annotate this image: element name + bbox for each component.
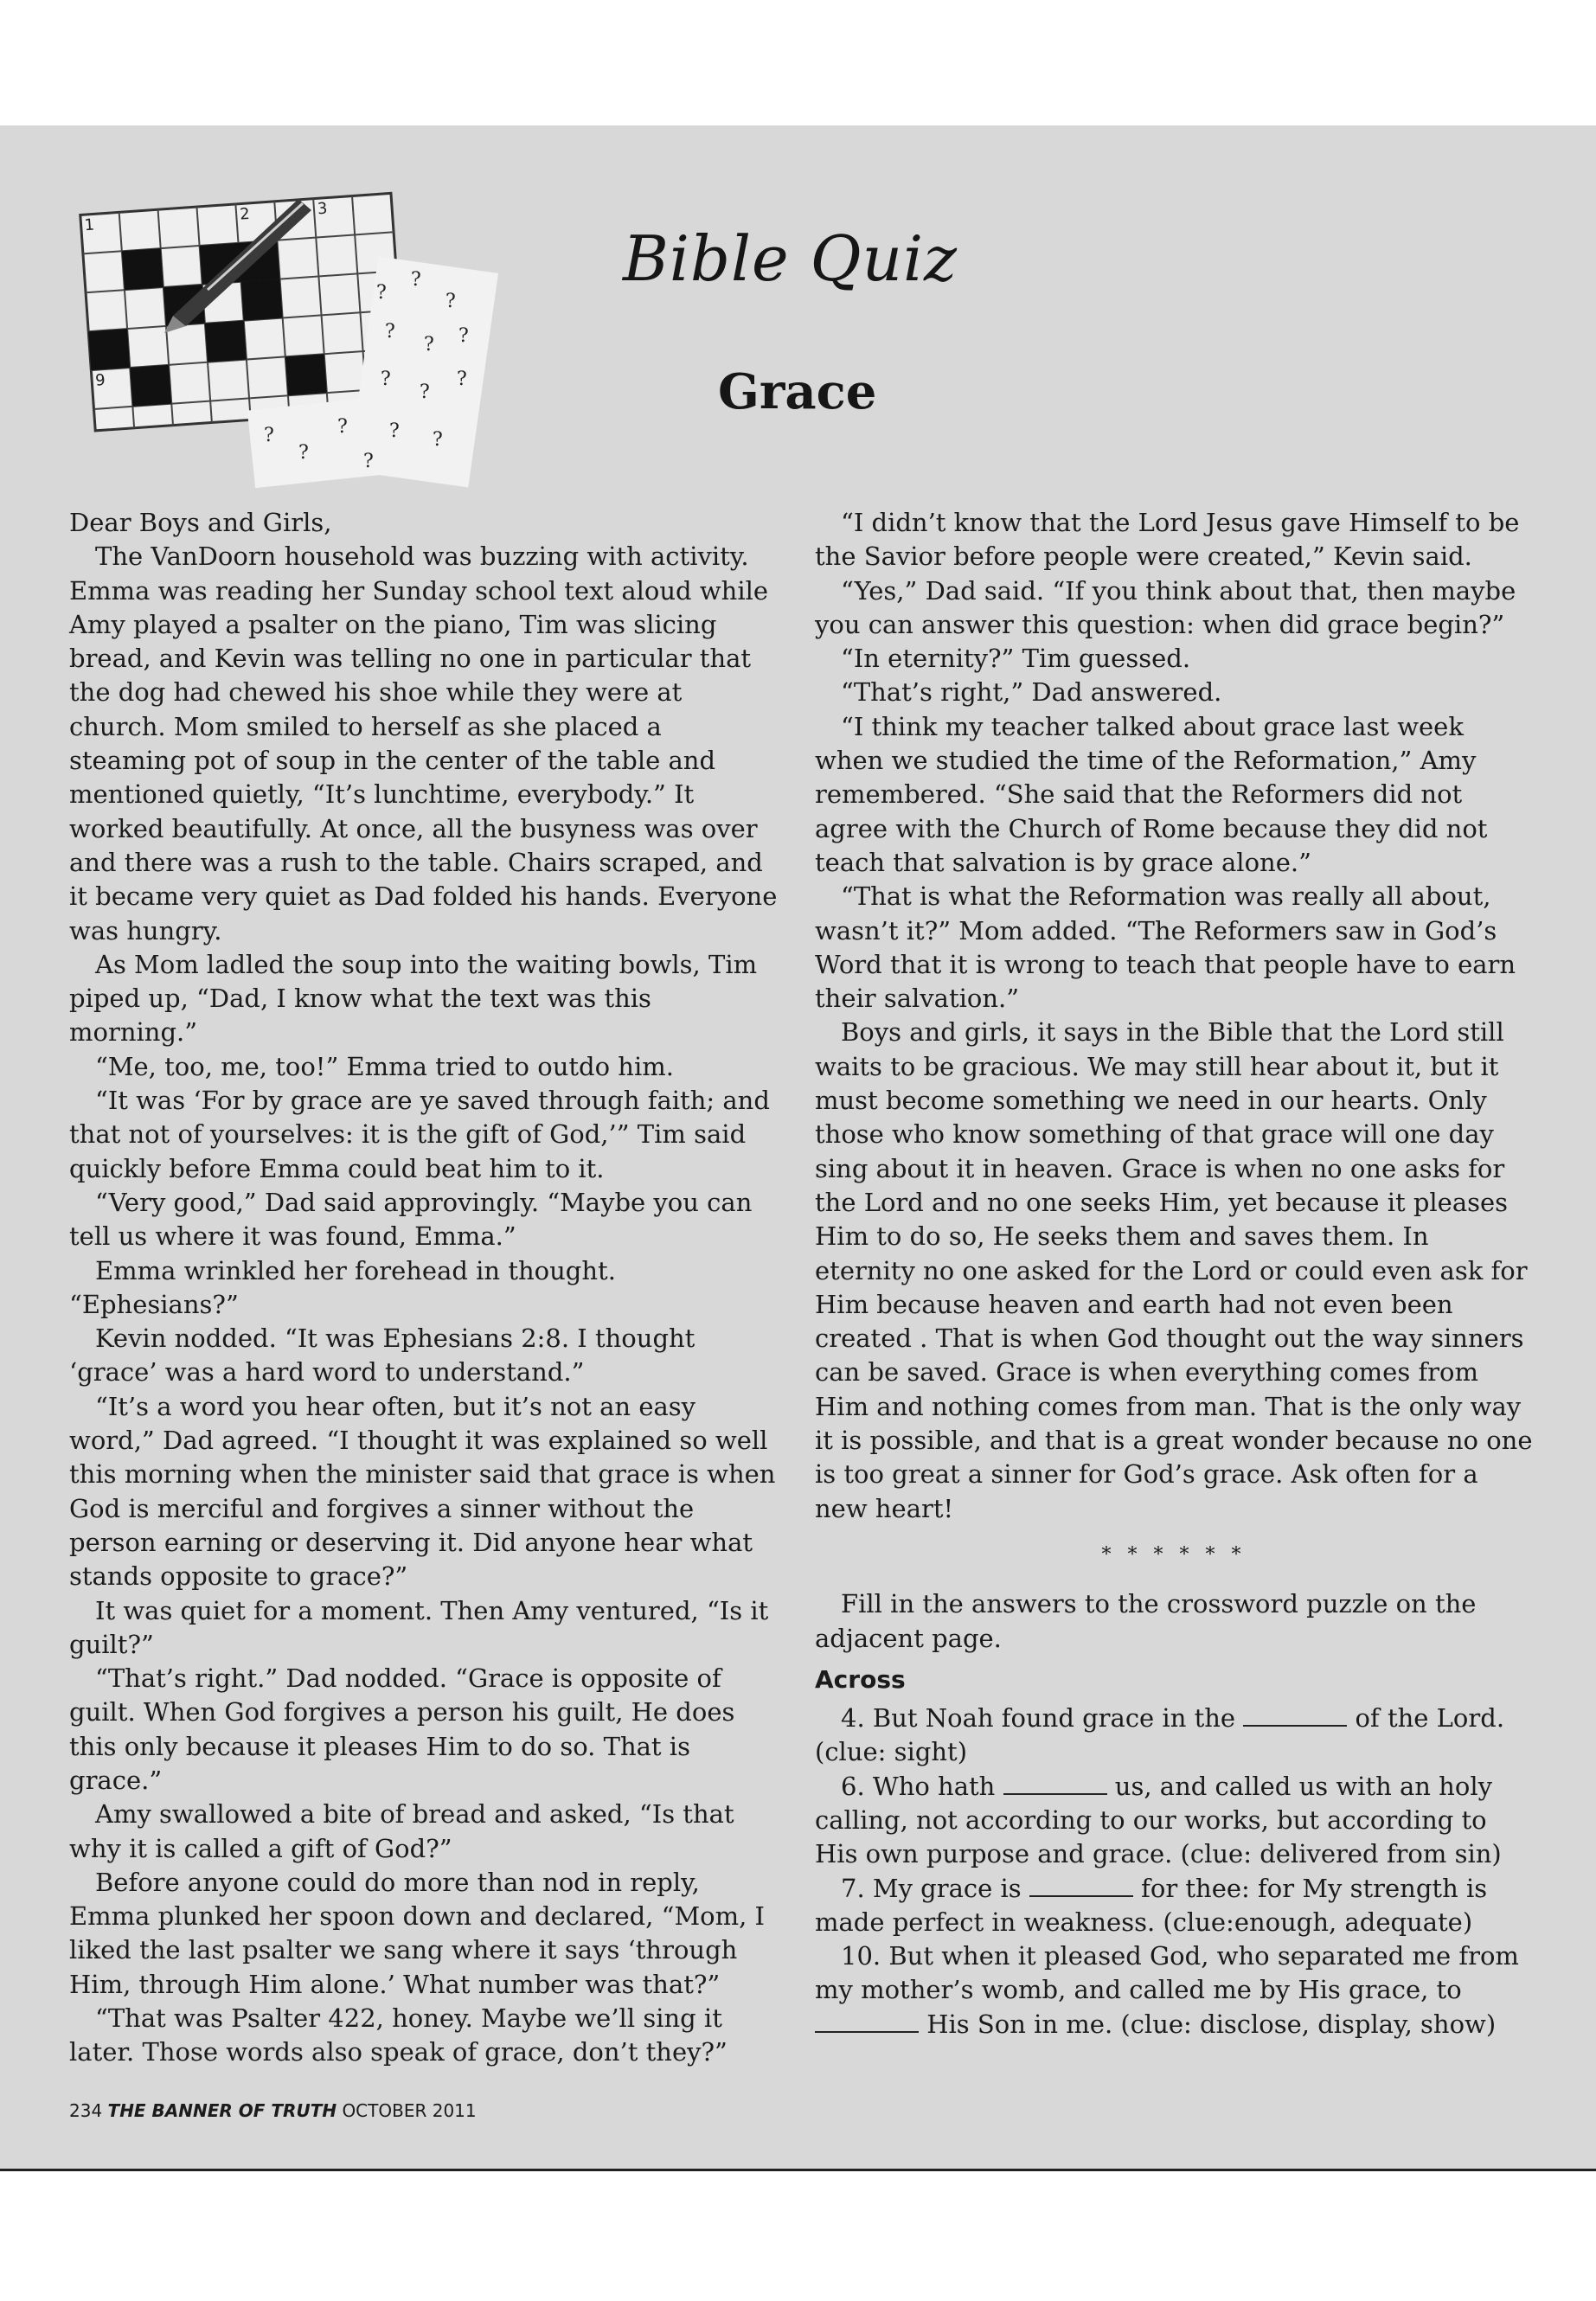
paragraph: “Very good,” Dad said approvingly. “Maybe you can tell us where it was found, Emma.” (69, 1187, 753, 1252)
paragraph: Amy swallowed a bite of bread and asked, “Is that why it is called a gift of God?” (69, 1799, 734, 1863)
clue-text: 10. But when it pleased God, who separated me from my mother’s womb, and called me by His grace, to (815, 1941, 1519, 2005)
page-footer (69, 2100, 477, 2121)
clue-text: His Son in me. (clue: disclose, display, show) (926, 2009, 1497, 2039)
svg-text:?: ? (457, 369, 467, 390)
crossword-illustration (78, 169, 510, 497)
clue-text: 7. My grace is (841, 1873, 1022, 1903)
page-title: Grace (718, 363, 877, 420)
clue-text: 6. Who hath (841, 1771, 996, 1801)
crossword-grid (80, 193, 407, 431)
paragraph: “Me, too, me, too!” Emma tried to outdo him. (95, 1051, 674, 1081)
paragraph: “Yes,” Dad said. “If you think about that, then maybe you can answer this question: when did grace begin?” (815, 575, 1516, 639)
svg-text:?: ? (381, 369, 391, 390)
paragraph: “It’s a word you hear often, but it’s not an easy word,” Dad agreed. “I thought it was explained so well this morning when the minister said that grace is when God is merciful and forgives a sinner without the person earning or deserving it. Did anyone hear what stands opposite to grace?” (69, 1391, 776, 1592)
svg-text:?: ? (363, 451, 374, 472)
grid-number-1: 1 (83, 215, 95, 235)
clue-text: for thee: for My strength is made perfect in weakness. (clue:enough, adequate) (815, 1873, 1488, 1937)
paragraph: Boys and girls, it says in the Bible that the Lord still waits to be gracious. We may still hear about it, but it must become something we need in our hearts. Only those who know something of that grace will one day sing about it in heaven. Grace is when no one asks for the Lord and no one seeks Him, yet because it pleases Him to do so, He seeks them and saves them. In eternity no one asked for the Lord or could even ask for Him because heaven and earth had not even been created . That is when God thought out the way sinners can be saved. Grace is when everything comes from Him and nothing comes from man. That is the only way it is possible, and that is a great wonder because no one is too great a sinner for God’s grace. Ask often for a new heart! (815, 1017, 1533, 1523)
clue-4 (815, 1702, 1533, 1770)
issue-date: OCTOBER 2011 (342, 2100, 477, 2121)
instructions: Fill in the answers to the crossword puzzle on the adjacent page. (815, 1589, 1477, 1653)
paragraph: As Mom ladled the soup into the waiting bowls, Tim piped up, “Dad, I know what the text was this morning.” (69, 949, 758, 1048)
paragraph: Dear Boys and Girls, (69, 508, 332, 537)
paragraph: “That’s right.” Dad nodded. “Grace is opposite of guilt. When God forgives a person his guilt, He does this only because it pleases Him to do so. That is grace.” (69, 1663, 735, 1795)
magazine-page (0, 125, 1596, 2171)
answer-blank (1003, 1771, 1107, 1795)
svg-text:?: ? (433, 429, 443, 451)
svg-text:?: ? (445, 291, 456, 312)
clue-text: 4. But Noah found grace in the (841, 1703, 1236, 1734)
clue-text: us, and called us with an holy calling, not according to our works, but according to His own purpose and grace. (clue: delivered from sin) (815, 1771, 1502, 1869)
grid-number-2: 2 (239, 204, 251, 224)
svg-text:?: ? (376, 282, 387, 304)
paragraph: Before anyone could do more than nod in reply, Emma plunked her spoon down and declared, “Mom, I liked the last psalter we sang where it says ‘through Him, through Him alone.’ What number was that?” (69, 1867, 765, 1999)
paragraph: “I didn’t know that the Lord Jesus gave Himself to be the Savior before people were created,” Kevin said. (815, 508, 1520, 572)
paragraph: It was quiet for a moment. Then Amy ventured, “Is it guilt?” (69, 1595, 769, 1659)
clue-text: of the Lord. (clue: sight) (815, 1703, 1505, 1767)
right-column (815, 506, 1533, 2041)
paragraph: “In eternity?” Tim guessed. (841, 644, 1191, 674)
svg-text:?: ? (420, 381, 430, 403)
paragraph: The VanDoorn household was buzzing with activity. Emma was reading her Sunday school text aloud while Amy played a psalter on the piano, Tim was slicing bread, and Kevin was telling no one in particular that the dog had chewed his shoe while they were at church. Mom smiled to herself as she placed a steaming pot of soup in the center of the table and mentioned quietly, “It’s lunchtime, everybody.” It worked beautifully. At once, all the busyness was over and there was a rush to the table. Chairs scraped, and it became very quiet as Dad folded his hands. Everyone was hungry. (69, 542, 778, 945)
paragraph: Kevin nodded. “It was Ephesians 2:8. I thought ‘grace’ was a hard word to understand.” (69, 1324, 695, 1388)
paragraph: “I think my teacher talked about grace last week when we studied the time of the Reformation,” Amy remembered. “She said that the Reformers did not agree with the Church of Rome because they did not teach that salvation is by grace alone.” (815, 711, 1488, 877)
grid-number-3: 3 (317, 199, 329, 219)
svg-text:?: ? (424, 334, 434, 356)
svg-text:?: ? (385, 321, 395, 343)
svg-text:?: ? (264, 425, 274, 446)
answer-blank (1029, 1873, 1133, 1897)
paragraph: “That’s right,” Dad answered. (841, 677, 1222, 708)
svg-text:?: ? (411, 269, 421, 291)
clue-10 (815, 1939, 1533, 2041)
svg-text:?: ? (337, 416, 348, 438)
paragraph: “That is what the Reformation was really all about, wasn’t it?” Mom added. “The Reformers saw in God’s Word that it is wrong to teach that people have to earn their salvation.” (815, 881, 1516, 1014)
section-divider: * * * * * * (1101, 1543, 1247, 1566)
across-heading: Across (815, 1664, 906, 1694)
page-number: 234 (69, 2100, 103, 2121)
grid-number-9: 9 (94, 371, 106, 390)
svg-text:?: ? (298, 442, 309, 464)
paragraph: Emma wrinkled her forehead in thought. “Ephesians?” (69, 1255, 616, 1319)
svg-text:?: ? (458, 325, 469, 347)
svg-text:?: ? (389, 420, 400, 442)
paragraph: “That was Psalter 422, honey. Maybe we’ll sing it later. Those words also speak of grace, don’t they?” (69, 2003, 727, 2067)
magazine-name: THE BANNER OF TRUTH (107, 2100, 337, 2121)
quiz-title: Bible Quiz (623, 222, 958, 295)
answer-blank (815, 2009, 919, 2033)
answer-blank (1243, 1702, 1347, 1727)
left-column (69, 506, 779, 2070)
paragraph: “It was ‘For by grace are ye saved through faith; and that not of yourselves: it is the gift of God,’” Tim said quickly before Emma could beat him to it. (69, 1086, 770, 1183)
clue-7 (815, 1872, 1533, 1940)
clue-6 (815, 1770, 1533, 1872)
